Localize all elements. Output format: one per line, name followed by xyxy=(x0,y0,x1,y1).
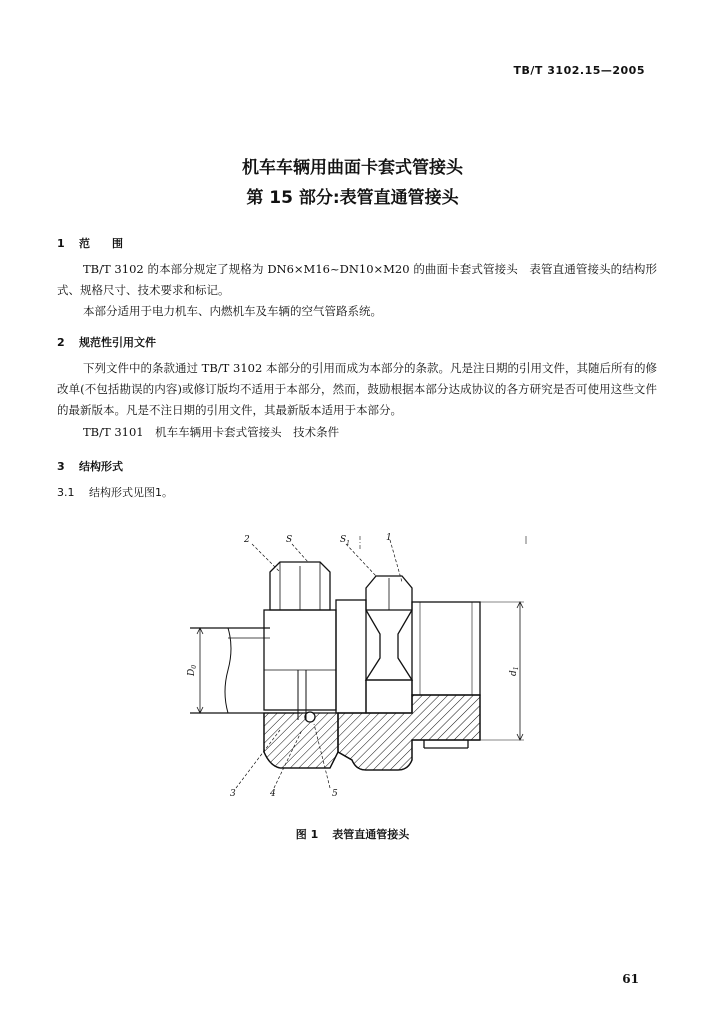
page-number: 61 xyxy=(622,972,639,986)
threaded-end xyxy=(412,602,480,695)
tube-break-line xyxy=(225,628,231,713)
label-d0: $D_0$ xyxy=(187,664,198,676)
section-title: 范 围 xyxy=(79,237,123,250)
figure-caption xyxy=(0,826,705,842)
figure-caption-text: 表管直通管接头 xyxy=(332,828,410,841)
body-hex-waist xyxy=(366,610,412,680)
section-number: 3 xyxy=(57,460,65,473)
section-2-heading xyxy=(57,334,156,350)
nut-body xyxy=(264,610,336,710)
section-number: 2 xyxy=(57,336,65,349)
section-title: 规范性引用文件 xyxy=(79,336,156,349)
label-s: S xyxy=(286,535,293,545)
subsection-text: 结构形式见图1。 xyxy=(89,486,173,499)
leader-s xyxy=(292,544,308,562)
section-number: 1 xyxy=(57,237,65,250)
document-title-line-2: 第 15 部分:表管直通管接头 xyxy=(246,188,459,208)
section-1-paragraph-2: 本部分适用于电力机车、内燃机车及车辆的空气管路系统。 xyxy=(83,304,382,318)
document-title-line-1: 机车车辆用曲面卡套式管接头 xyxy=(242,158,463,178)
section-1-paragraph-1: TB/T 3102 的本部分规定了规格为 DN6×M16~DN10×M20 的曲面卡套式管接头 表管直通管接头的结构形式、规格尺寸、技术要求和标记。 xyxy=(57,262,657,297)
subsection-number: 3.1 xyxy=(57,486,75,499)
section-2-paragraph-1: 下列文件中的条款通过 TB/T 3102 本部分的引用而成为本部分的条款。凡是注日期的引用文件，其随后所有的修改单(不包括勘误的内容)或修订版均不适用于本部分，然而，鼓励根据本部分达成协议的各方研究是否可使用这些文件的最新版本。凡是不注日期的引用文件，其最新版本适用于本部分。 xyxy=(57,361,657,417)
section-1-heading xyxy=(57,235,123,251)
label-4: 4 xyxy=(270,789,276,799)
body-neck xyxy=(336,600,366,713)
section-3-heading xyxy=(57,458,123,474)
label-3: 3 xyxy=(230,789,236,799)
label-d1: $d_1$ xyxy=(509,666,520,676)
label-2: 2 xyxy=(244,535,250,545)
standard-number: TB/T 3102.15—2005 xyxy=(513,64,645,77)
figure-caption-number: 图 1 xyxy=(295,828,319,841)
figure-1-fitting-drawing xyxy=(180,530,540,800)
leader-s1 xyxy=(346,544,376,576)
section-2-paragraph-2: TB/T 3101 机车车辆用卡套式管接头 技术条件 xyxy=(83,425,340,439)
nut-section-hatched xyxy=(264,713,338,768)
leader-2 xyxy=(252,544,280,572)
label-5: 5 xyxy=(332,789,338,799)
subsection-3-1 xyxy=(57,482,657,503)
body-section-hatched xyxy=(338,695,480,770)
label-1: 1 xyxy=(386,533,392,543)
label-s1: $S_1$ xyxy=(340,535,350,547)
section-title: 结构形式 xyxy=(79,460,123,473)
